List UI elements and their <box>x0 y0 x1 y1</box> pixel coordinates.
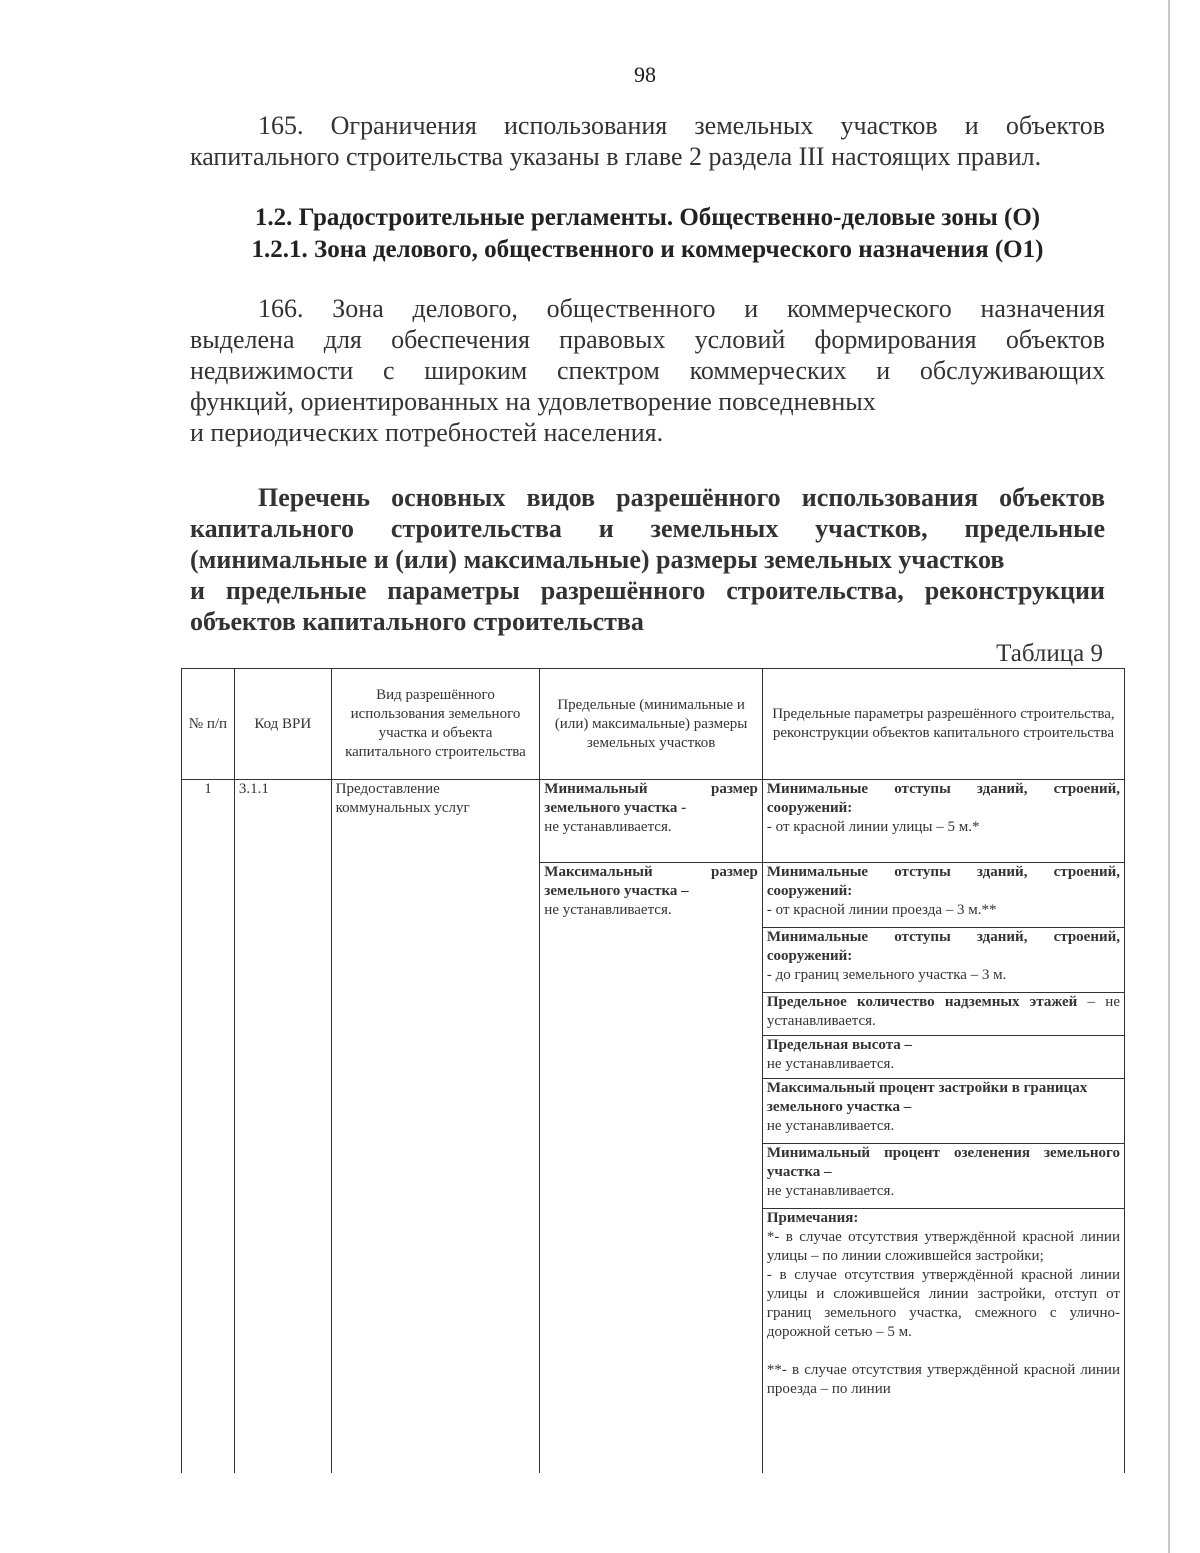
paragraph-line: и периодических потребностей населения. <box>190 418 664 447</box>
cell-notes <box>762 1209 1124 1474</box>
cell-param <box>762 928 1124 993</box>
note-text: *- в случае отсутствия утверждённой красной линии улицы – по линии сложившейся застройки; <box>766 1229 1120 1264</box>
max-size-label: Максимальный размер земельного участка – <box>544 864 758 899</box>
param-value: не устанавливается. <box>766 1118 895 1134</box>
scan-edge-line <box>1168 0 1170 1553</box>
list-title-line: объектов капитального строительства <box>190 607 644 636</box>
note-text: - в случае отсутствия утверждённой красной линии улицы и сложившейся линии застройки, отступ от границ земельного участка, смежного с улично-дорожной сетью – 5 м. <box>766 1267 1120 1340</box>
param-label: Минимальные отступы зданий, строений, сооружений: <box>766 929 1120 964</box>
header-code: Код ВРИ <box>234 669 331 780</box>
paragraph-line: 166. Зона делового, общественного и коммерческого назначения <box>258 294 1105 323</box>
cell-param <box>762 780 1124 863</box>
paragraph-165 <box>190 110 1105 172</box>
paragraph-line: функций, ориентированных на удовлетворение повседневных <box>190 387 876 416</box>
page-number: 98 <box>634 62 656 87</box>
param-value: - от красной линии улицы – 5 м.* <box>766 819 980 835</box>
subsection-heading: 1.2.1. Зона делового, общественного и коммерческого назначения (О1) <box>251 236 1044 263</box>
param-label: Предельное количество надземных этажей <box>766 994 1078 1010</box>
param-value: не устанавливается. <box>766 1056 895 1072</box>
min-size-label: Минимальный размер земельного участка - <box>544 781 758 816</box>
cell-max-size <box>540 863 763 1474</box>
header-sizes: Предельные (минимальные и (или) максимальные) размеры земельных участков <box>540 669 763 780</box>
list-title-line: (минимальные и (или) максимальные) размеры земельных участков <box>190 545 1005 574</box>
cell-param <box>762 1079 1124 1144</box>
cell-param <box>762 993 1124 1036</box>
header-num: № п/п <box>182 669 235 780</box>
list-title-line: капитального строительства и земельных участков, предельные <box>190 514 1105 543</box>
cell-param <box>762 863 1124 928</box>
table-header-row <box>182 669 1125 780</box>
paragraph-line: выделена для обеспечения правовых условий формирования объектов <box>190 325 1105 354</box>
regulations-table <box>181 668 1125 1473</box>
param-label: Минимальный процент озеленения земельного участка – <box>766 1145 1120 1180</box>
paragraph-line: недвижимости с широким спектром коммерческих и обслуживающих <box>190 356 1105 385</box>
section-heading: 1.2. Градостроительные регламенты. Общественно-деловые зоны (О) <box>254 204 1041 231</box>
min-size-value: не устанавливается. <box>544 819 672 835</box>
paragraph-166 <box>190 293 1105 448</box>
list-title <box>190 482 1105 637</box>
param-label: Минимальные отступы зданий, строений, сооружений: <box>766 781 1120 816</box>
header-params: Предельные параметры разрешённого строительства, реконструкции объектов капитального строительства <box>762 669 1124 780</box>
list-title-line: Перечень основных видов разрешённого использования объектов <box>258 483 1105 512</box>
list-title-line: и предельные параметры разрешённого строительства, реконструкции <box>190 576 1105 605</box>
cell-min-size <box>540 780 763 863</box>
table-caption: Таблица 9 <box>996 640 1103 667</box>
cell-param <box>762 1144 1124 1209</box>
param-value: - от красной линии проезда – 3 м.** <box>766 902 997 918</box>
cell-param <box>762 1036 1124 1079</box>
paragraph-line: капитального строительства указаны в главе 2 раздела III настоящих правил. <box>190 142 1042 171</box>
param-value: – не устанавливается. <box>766 994 1120 1029</box>
max-size-value: не устанавливается. <box>544 902 672 918</box>
header-kind: Вид разрешённого использования земельного участка и объекта капитального строительства <box>331 669 540 780</box>
param-value: - до границ земельного участка – 3 м. <box>766 967 1007 983</box>
param-label: Максимальный процент застройки в границах земельного участка – <box>766 1080 1088 1115</box>
cell-code: 3.1.1 <box>234 780 331 1474</box>
cell-num: 1 <box>182 780 235 1474</box>
param-label: Минимальные отступы зданий, строений, сооружений: <box>766 864 1120 899</box>
notes-title: Примечания: <box>766 1210 859 1226</box>
note-text: **- в случае отсутствия утверждённой красной линии проезда – по линии <box>766 1362 1120 1397</box>
param-label: Предельная высота – <box>766 1037 913 1053</box>
param-value: не устанавливается. <box>766 1183 895 1199</box>
paragraph-line: 165. Ограничения использования земельных участков и объектов <box>258 111 1105 140</box>
table-row <box>182 780 1125 863</box>
cell-kind: Предоставление коммунальных услуг <box>331 780 540 1474</box>
